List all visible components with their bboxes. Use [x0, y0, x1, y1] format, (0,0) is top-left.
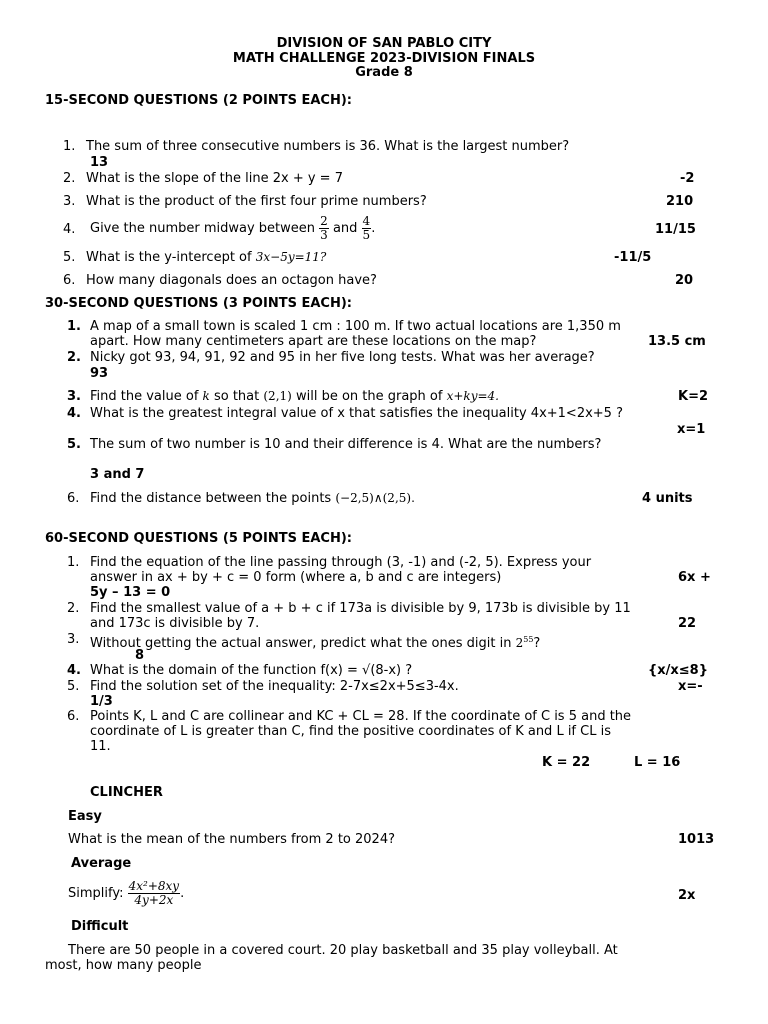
s30-q4-number: 4. — [67, 406, 81, 421]
s60-q1-answer-part1: 6x + — [678, 570, 711, 585]
s30-q5-number: 5. — [67, 437, 81, 452]
s15-q4-end: . — [371, 221, 376, 236]
s60-q3-exponent: 55 — [523, 635, 534, 644]
s60-q3-answer: 8 — [135, 648, 145, 663]
s60-q1-answer-part2: 5y – 13 = 0 — [90, 585, 171, 600]
s60-q3-base: 2 — [515, 636, 524, 650]
s30-q2-number: 2. — [67, 350, 81, 365]
s30-q3-number: 3. — [67, 389, 81, 404]
s15-q5-text — [86, 250, 326, 265]
s15-q2-number: 2. — [63, 171, 76, 186]
s15-q3-answer: 210 — [666, 194, 694, 209]
s60-q6-answer-k: K = 22 — [542, 755, 591, 770]
section-60-heading: 60-SECOND QUESTIONS (5 POINTS EACH): — [45, 531, 352, 546]
s60-q5-number: 5. — [67, 679, 80, 694]
s15-q1-number: 1. — [63, 139, 76, 154]
s60-q6-number: 6. — [67, 709, 80, 724]
s60-q6-line3: 11. — [90, 739, 111, 754]
clincher-difficult-label: Difficult — [71, 919, 129, 934]
s30-q1-line1: A map of a small town is scaled 1 cm : 100 m. If two actual locations are 1,350 m — [90, 319, 621, 334]
clincher-easy-question: What is the mean of the numbers from 2 to 2024? — [68, 832, 395, 847]
s15-q2-text: What is the slope of the line 2x + y = 7 — [86, 171, 343, 186]
s60-q2-line2: and 173c is divisible by 7. — [90, 616, 260, 631]
s60-q5-text: Find the solution set of the inequality: 2-7x≤2x+5≤3-4x. — [90, 679, 459, 694]
s60-q2-answer: 22 — [678, 616, 697, 631]
s60-q6-line1: Points K, L and C are collinear and KC + CL = 28. If the coordinate of C is 5 and the — [90, 709, 632, 724]
clincher-difficult-line1: There are 50 people in a covered court. 20 play basketball and 35 play volleyball. At — [68, 943, 618, 958]
s30-q3-answer: K=2 — [678, 389, 709, 404]
clincher-average-fraction — [128, 880, 180, 907]
s30-q3-pre: Find the value of — [90, 389, 199, 404]
s30-q6-text — [90, 491, 415, 506]
s15-q2-answer: -2 — [680, 171, 695, 186]
s30-q6-number: 6. — [67, 491, 80, 506]
s60-q3-end: ? — [533, 636, 541, 651]
s15-q5-pre: What is the y-intercept of — [86, 250, 252, 265]
s15-q5-number: 5. — [63, 250, 76, 265]
clincher-average-pre: Simplify: — [68, 886, 124, 901]
s30-q1-line2: apart. How many centimeters apart are these locations on the map? — [90, 334, 537, 349]
fraction-two-thirds — [319, 215, 329, 242]
clincher-average-end: . — [180, 886, 185, 901]
clincher-average-label: Average — [71, 856, 132, 871]
clincher-average-answer: 2x — [678, 888, 696, 903]
fraction-four-fifths — [362, 215, 372, 242]
s30-q1-number: 1. — [67, 319, 81, 334]
s30-q6-points: (−2,5)∧(2,5). — [335, 491, 415, 505]
fraction-denominator: 4y+2x — [134, 893, 174, 907]
s30-q3-variable: k — [202, 389, 210, 403]
s30-q5-text: The sum of two number is 10 and their difference is 4. What are the numbers? — [90, 437, 602, 452]
s60-q5-answer-part1: x=- — [678, 679, 703, 694]
s30-q6-pre: Find the distance between the points — [90, 491, 332, 506]
s60-q4-number: 4. — [67, 663, 81, 678]
s15-q4-text — [90, 215, 375, 243]
s30-q3-mid2: will be on the graph of — [295, 389, 443, 404]
fraction-denominator: 5 — [362, 228, 371, 242]
s30-q2-answer: 93 — [90, 366, 109, 381]
s60-q4-text: What is the domain of the function f(x) = √(8-x) ? — [90, 663, 413, 678]
s15-q3-text: What is the product of the first four prime numbers? — [86, 194, 427, 209]
s30-q5-answer: 3 and 7 — [90, 467, 145, 482]
s60-q1-number: 1. — [67, 555, 80, 570]
s15-q5-answer: -11/5 — [614, 250, 652, 265]
s15-q3-number: 3. — [63, 194, 76, 209]
s15-q1-text: The sum of three consecutive numbers is 36. What is the largest number? — [86, 139, 570, 154]
s60-q6-answer-l: L = 16 — [634, 755, 681, 770]
clincher-average-question — [68, 878, 184, 910]
s15-q4-number: 4. — [63, 222, 76, 237]
header-line-2: MATH CHALLENGE 2023-DIVISION FINALS — [232, 51, 536, 66]
s60-q6-line2: coordinate of L is greater than C, find the positive coordinates of K and L if CL is — [90, 724, 611, 739]
s15-q6-text: How many diagonals does an octagon have? — [86, 273, 377, 288]
clincher-easy-answer: 1013 — [678, 832, 715, 847]
fraction-numerator: 4x²+8xy — [128, 879, 180, 893]
s15-q5-equation: 3x−5y=11? — [255, 250, 327, 264]
s60-q3-pre: Without getting the actual answer, predict what the ones digit in — [90, 636, 512, 651]
s60-q3-power — [516, 636, 534, 650]
s60-q3-text — [90, 632, 540, 651]
s15-q6-number: 6. — [63, 273, 76, 288]
s15-q6-answer: 20 — [675, 273, 694, 288]
s30-q2-text: Nicky got 93, 94, 91, 92 and 95 in her five long tests. What was her average? — [90, 350, 595, 365]
s30-q3-text — [90, 389, 499, 404]
s60-q1-line1: Find the equation of the line passing through (3, -1) and (-2, 5). Express your — [90, 555, 592, 570]
header-line-3: Grade 8 — [355, 65, 413, 80]
s60-q5-answer-part2: 1/3 — [90, 694, 113, 709]
s15-q4-answer: 11/15 — [655, 222, 696, 237]
header-line-1: DIVISION OF SAN PABLO CITY — [276, 36, 492, 51]
section-30-heading: 30-SECOND QUESTIONS (3 POINTS EACH): — [45, 296, 352, 311]
s30-q6-answer: 4 units — [642, 491, 693, 506]
s30-q1-answer: 13.5 cm — [648, 334, 706, 349]
s60-q4-answer: {x/x≤8} — [648, 663, 708, 678]
section-15-heading: 15-SECOND QUESTIONS (2 POINTS EACH): — [45, 93, 352, 108]
clincher-easy-label: Easy — [68, 809, 102, 824]
s30-q3-point: (2,1) — [263, 389, 292, 403]
s60-q1-line2: answer in ax + by + c = 0 form (where a, b and c are integers) — [90, 570, 502, 585]
clincher-heading: CLINCHER — [90, 785, 163, 800]
fraction-numerator: 4 — [362, 214, 371, 228]
fraction-denominator: 3 — [320, 228, 328, 242]
s30-q4-text: What is the greatest integral value of x that satisfies the inequality 4x+1<2x+5 ? — [90, 406, 623, 421]
s15-q4-pre: Give the number midway between — [90, 221, 316, 236]
s30-q3-mid: so that — [213, 389, 260, 404]
s60-q2-line1: Find the smallest value of a + b + c if 173a is divisible by 9, 173b is divisible by 11 — [90, 601, 631, 616]
s15-q4-and: and — [332, 221, 358, 236]
s30-q4-answer: x=1 — [677, 422, 706, 437]
fraction-numerator: 2 — [320, 214, 328, 228]
s60-q2-number: 2. — [67, 601, 80, 616]
s60-q3-number: 3. — [67, 632, 80, 647]
clincher-difficult-line2: most, how many people — [45, 958, 202, 973]
s15-q1-answer: 13 — [90, 155, 109, 170]
s30-q3-equation: x+ky=4. — [446, 389, 499, 403]
